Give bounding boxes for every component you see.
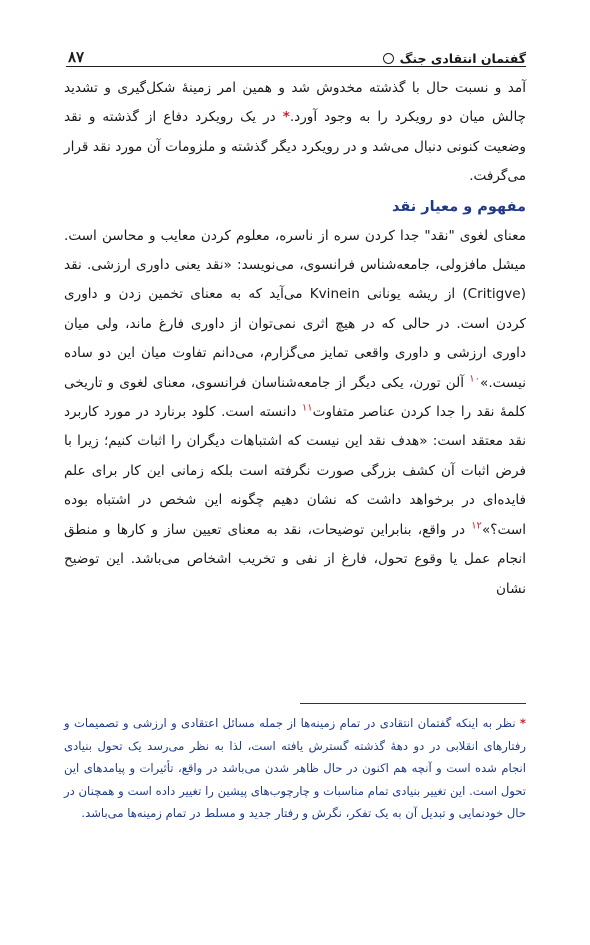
- paragraph-2-part-2: آلن تورن، یکی دیگر از جامعه‌شناسان فرانسوی، معنای لغوی و تاریخی کلمهٔ نقد را جدا کردن عناصر متفاوت: [64, 374, 526, 421]
- header-rule: [66, 66, 526, 67]
- footnote: [64, 712, 526, 825]
- footnote-text: نظر به اینکه گفتمان انتقادی در تمام زمینه‌ها از جمله مسائل اعتقادی و ارزشی و تصمیمات و رفتارهای انقلابی در دو دههٔ گذشته گسترش یافته است، لذا به نظر می‌رسد یک تحول بنیادی انجام شده است و آنچه هم اکنون در حال ظاهر شدن می‌باشد در واقع، تأثیرات و پیامدهای این تحول است. این تغییر بنیادی تمام مناسبات و چارچوب‌های پیشین را تغییر داده است و همچنان در حال خودنمایی و تبدیل آن به یک تفکر، نگرش و رفتار جدید و مسلط در تمام زمینه‌ها می‌باشد.: [64, 716, 526, 821]
- running-title-text: گفتمان انتقادی جنگ: [399, 51, 526, 66]
- footnote-ref-12: ۱۲: [471, 520, 482, 532]
- paragraph-1-text-b: در یک رویکرد دفاع از گذشته و نقد وضعیت کنونی دنبال می‌شد و در رویکرد دیگر گذشته و ملزومات آن مورد نقد قرار می‌گرفت.: [64, 109, 526, 185]
- footnote-ref-11: ۱۱: [301, 402, 313, 414]
- footnote-ref-10: ۱۰: [469, 373, 480, 385]
- paragraph-2: [64, 222, 526, 604]
- main-text: [64, 74, 526, 604]
- paragraph-2-part-3: دانسته است. کلود برنارد در مورد کاربرد نقد معتقد است: «هدف نقد این نیست که اشتباهات دیگران را اثبات کنیم؛ زیرا با فرض اثبات آن کشف بزرگی صورت نگرفته است بلکه زمانی این کار برای علم فایده‌ای در برخواهد داشت که نشان دهیم چگونه این شخص در اشتباه بوده است؟»: [64, 404, 526, 538]
- paragraph-1: [64, 74, 526, 192]
- footnote-star: *: [519, 716, 526, 730]
- footnote-rule: [300, 703, 526, 704]
- running-title: [383, 51, 526, 66]
- paragraph-2-part-4: در واقع، بنابراین توضیحات، نقد به معنای تعیین ساز و کارها و منطق انجام عمل یا وقوع تحول، فارغ از نفی و تخریب اشخاص می‌باشد. این توضیح نشان: [64, 521, 526, 597]
- footnote-star-marker: *: [282, 109, 290, 126]
- section-heading: مفهوم و معیار نقد: [392, 198, 526, 215]
- paragraph-2-part-1: معنای لغوی "نقد" جدا کردن سره از ناسره، معلوم کردن معایب و محاسن است. میشل مافزولی، جامعه‌شناس فرانسوی، می‌نویسد: «نقد یعنی داوری ارزشی. نقد (Critigve) از ریشه یونانی Kvinein می‌آید که به معنای تخمین زدن و داوری کردن است. در حالی که در هیچ اثری نمی‌توان از داوری فارغ ماند، ولی میان داوری ارزشی و داوری واقعی تمایز می‌گزارم، می‌دانم تفاوت میان این دو ساده نیست.»: [64, 227, 526, 391]
- page-number: ۸۷: [68, 48, 85, 66]
- circle-bullet-icon: [383, 53, 394, 64]
- paragraph-1-text-a: آمد و نسبت حال با گذشته مخدوش شد و همین امر زمینهٔ شکل‌گیری و تشدید چالش میان دو رویکرد را به وجود آورد.: [64, 80, 526, 126]
- page-header: [28, 36, 526, 66]
